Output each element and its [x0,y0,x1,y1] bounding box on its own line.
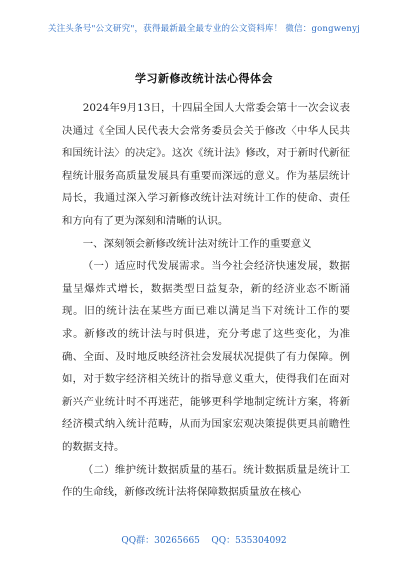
paragraph-2: （二）维护统计数据质量的基石。统计数据质量是统计工作的生命线，新修改统计法将保障数据质量放在核心 [62,463,350,499]
header-banner: 关注头条号"公文研究"，获得最新最全最专业的公文资料库！ 微信：gongwenyj [48,24,360,34]
document-body [62,97,350,504]
qq-number: 535304092 [235,536,287,546]
footer-contact [0,533,408,546]
document-title: 学习新修改统计法心得体会 [135,72,273,85]
paragraph-1: （一）适应时代发展需求。当今社会经济快速发展，数据量呈爆炸式增长，数据类型日益复杂，新的经济业态不断涌现。旧的统计法在某些方面已难以满足当下对统计工作的要求。新修改的统计法与时俱进，充分考虑了这些变化，为准确、全面、及时地反映经济社会发展状况提供了有力保障。例如，对于数字经济相关统计的指导意义重大，使得我们在面对新兴产业统计时不再迷茫，能够更科学地制定统计方案，将新经济模式纳入统计范畴，从而为国家宏观决策提供更具前瞻性的数据支持。 [62,260,350,453]
qq-group-number: 30265665 [154,536,200,546]
qq-label: QQ： [211,536,236,546]
paragraph-intro: 2024年9月13日，十四届全国人大常委会第十一次会议表决通过《全国人民代表大会常务委员会关于修改〈中华人民共和国统计法〉的决定》。这次《统计法》修改，对于新时代新征程统计服务高质量发展具有重要而深远的意义。作为基层统计局长，我通过深入学习新修改统计法对统计工作的使命、责任和方向有了更为深刻和清晰的认识。 [62,102,350,227]
section-heading-1: 一、深刻领会新修改统计法对统计工作的重要意义 [82,237,312,250]
qq-group-label: QQ群： [121,536,155,546]
